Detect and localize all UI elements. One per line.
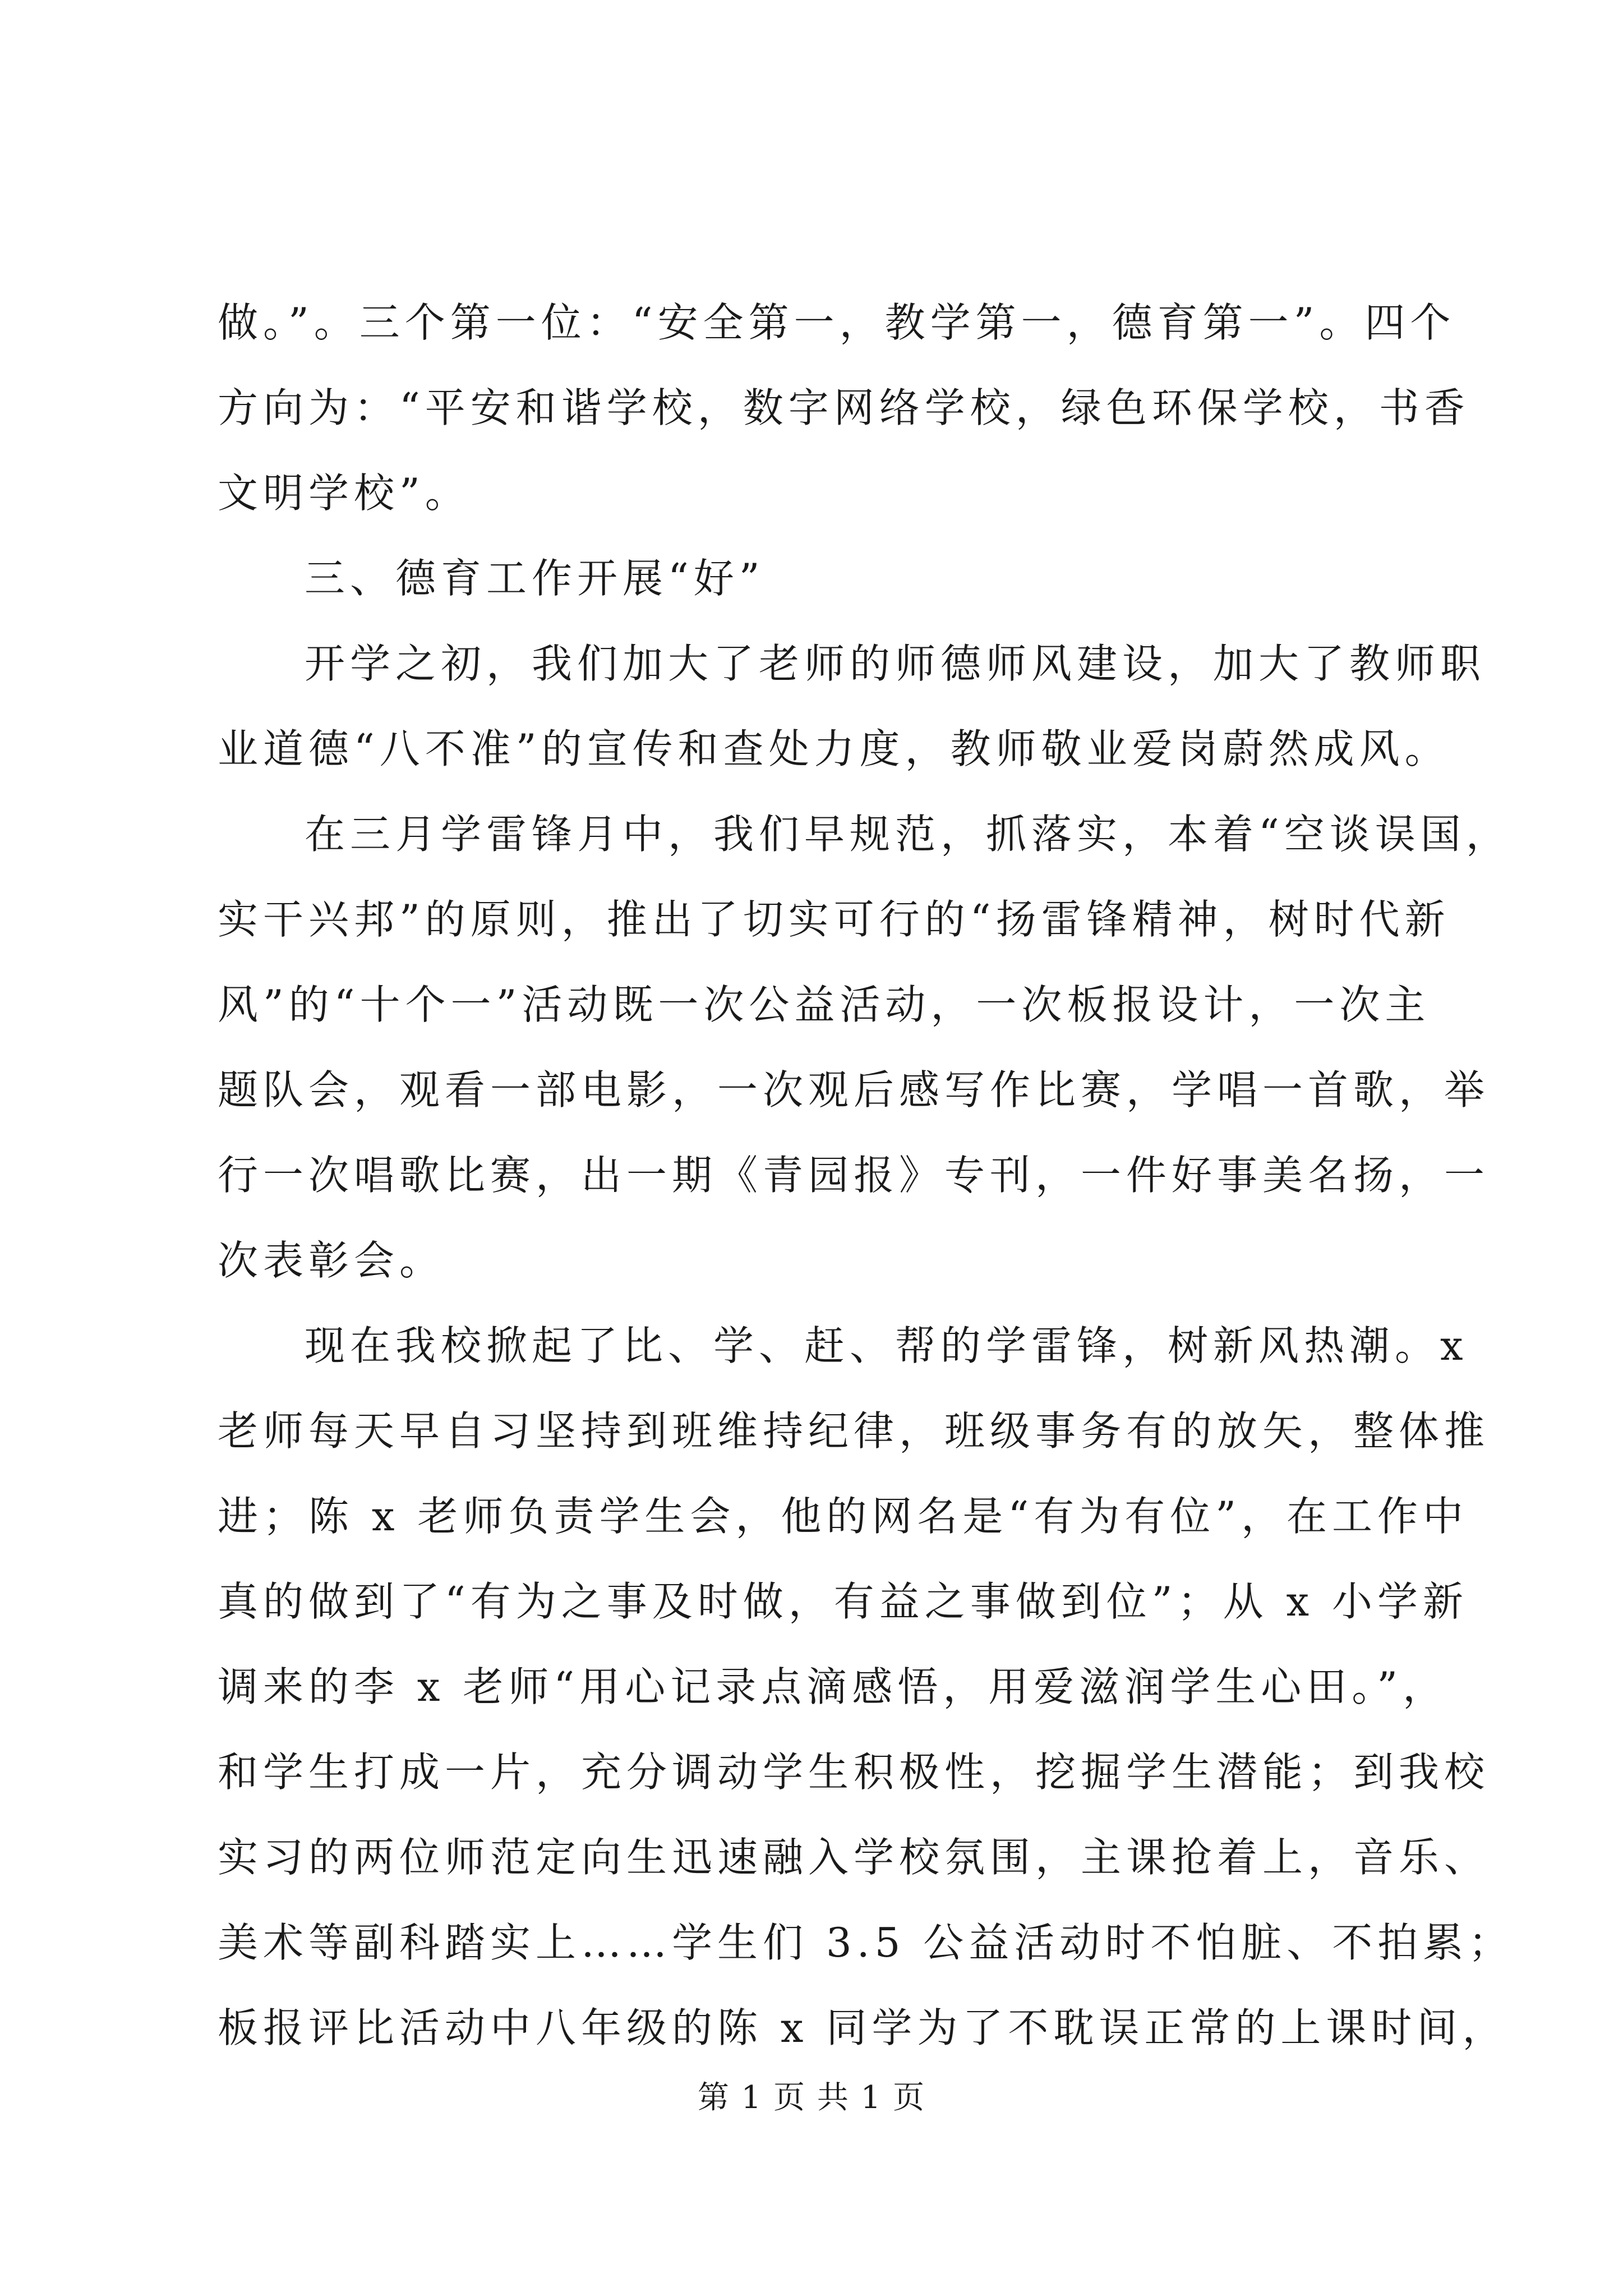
text-line: 调来的李 x 老师“用心记录点滴感悟，用爱滋润学生心田。”， bbox=[218, 1663, 1448, 1710]
text-line: 实习的两位师范定向生迅速融入学校氛围，主课抢着上，音乐、 bbox=[218, 1834, 1490, 1881]
text-line: 老师每天早自习坚持到班维持纪律，班级事务有的放矢，整体推 bbox=[218, 1407, 1490, 1455]
text-line: 实干兴邦”的原则，推出了切实可行的“扬雷锋精神，树时代新 bbox=[218, 896, 1450, 943]
section-heading: 三、德育工作开展“好” bbox=[305, 555, 765, 602]
text-line: 现在我校掀起了比、学、赶、帮的学雷锋，树新风热潮。x bbox=[305, 1322, 1468, 1369]
text-line: 和学生打成一片，充分调动学生积极性，挖掘学生潜能；到我校 bbox=[218, 1749, 1490, 1796]
text-line: 真的做到了“有为之事及时做，有益之事做到位”；从 x 小学新 bbox=[218, 1578, 1468, 1625]
text-line: 风”的“十个一”活动既一次公益活动，一次板报设计，一次主 bbox=[218, 981, 1431, 1028]
page-footer: 第 1 页 共 1 页 bbox=[697, 2079, 926, 2116]
text-line: 次表彰会。 bbox=[218, 1237, 445, 1284]
text-line: 题队会，观看一部电影，一次观后感写作比赛，学唱一首歌，举 bbox=[218, 1066, 1490, 1114]
text-line: 美术等副科踏实上……学生们 3.5 公益活动时不怕脏、不拍累； bbox=[218, 1919, 1514, 1966]
text-line: 进；陈 x 老师负责学生会，他的网名是“有为有位”，在工作中 bbox=[218, 1493, 1468, 1540]
text-line: 文明学校”。 bbox=[218, 470, 471, 517]
text-line: 开学之初，我们加大了老师的师德师风建设，加大了教师职 bbox=[305, 640, 1486, 687]
text-line: 行一次唱歌比赛，出一期《青园报》专刊，一件好事美名扬，一 bbox=[218, 1152, 1490, 1199]
text-line: 方向为：“平安和谐学校，数字网络学校，绿色环保学校，书香 bbox=[218, 384, 1470, 431]
text-line: 在三月学雷锋月中，我们早规范，抓落实，本着“空谈误国， bbox=[305, 811, 1511, 858]
text-line: 板报评比活动中八年级的陈 x 同学为了不耽误正常的上课时间， bbox=[218, 2004, 1508, 2051]
text-line: 做。”。三个第一位：“安全第一，教学第一，德育第一”。四个 bbox=[218, 299, 1456, 346]
text-line: 业道德“八不准”的宣传和查处力度，教师敬业爱岗蔚然成风。 bbox=[218, 725, 1450, 772]
